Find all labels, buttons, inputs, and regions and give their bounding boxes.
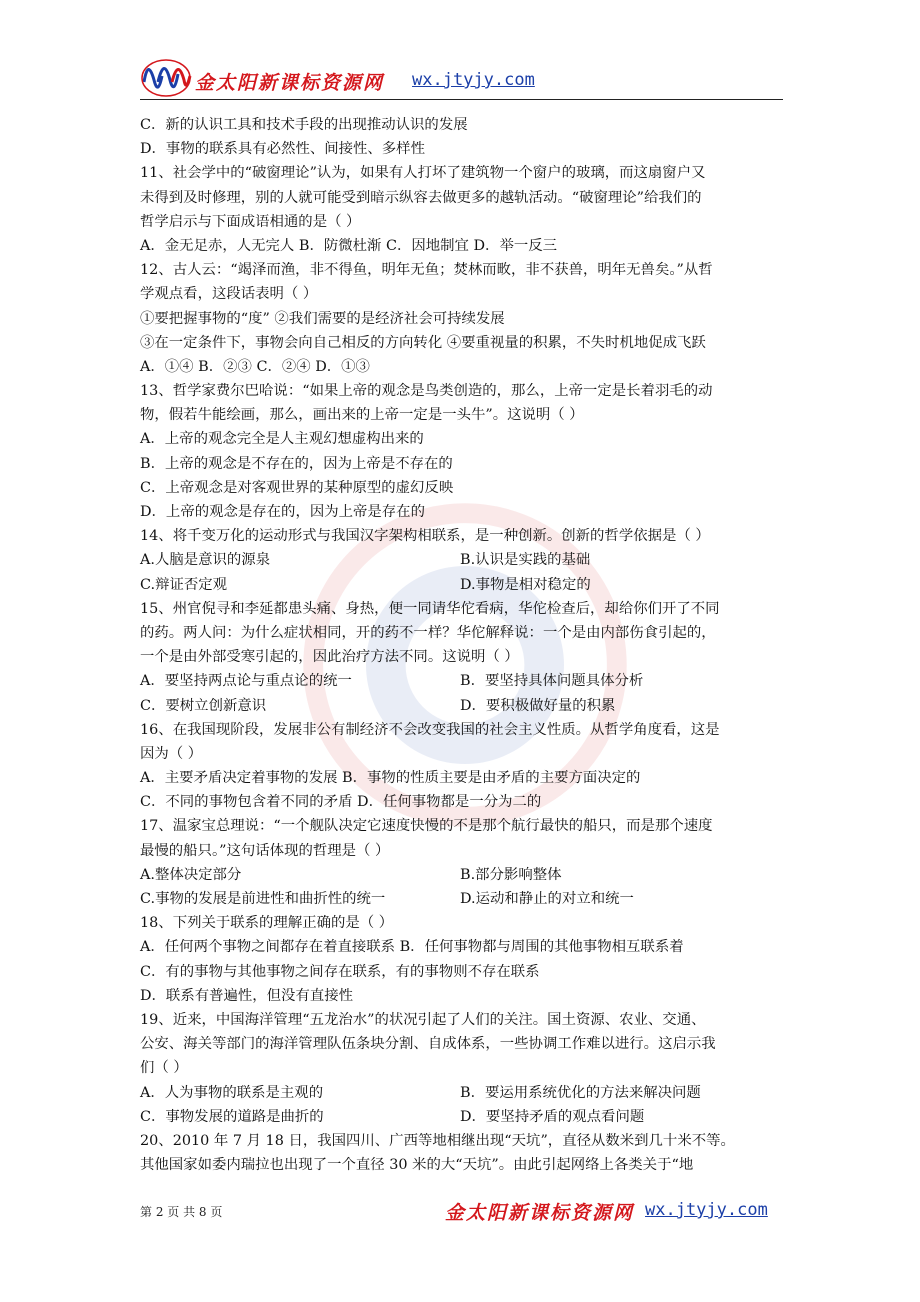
option-d: D．要坚持矛盾的观点看问题 [460,1108,645,1125]
option-a: A.人脑是意识的源泉 [140,552,271,569]
document-body [140,113,785,1177]
option-a: A．人为事物的联系是主观的 [140,1084,324,1101]
footer-brand: 金太阳新课标资源网 [445,1202,635,1224]
option-row [140,887,785,911]
option-row [140,548,785,572]
text-line: 公安、海关等部门的海洋管理队伍条块分割、自成体系，一些协调工作难以进行。这启示我 [140,1036,716,1053]
text-line: C．新的认识工具和技术手段的出现推动认识的发展 [140,117,468,133]
text-line: C．上帝观念是对客观世界的某种原型的虚幻反映 [140,479,454,496]
page-number: 第 2 页 共 8 页 [140,1205,223,1219]
option-c: C．事物发展的道路是曲折的 [140,1108,324,1125]
text-line: ①要把握事物的“度” ②我们需要的是经济社会可持续发展 [140,310,505,327]
option-d: D.事物是相对稳定的 [460,576,591,593]
option-row [140,669,785,693]
text-line: 最慢的船只。”这句话体现的哲理是（ ） [140,842,390,859]
text-line: D．联系有普遍性，但没有直接性 [140,987,354,1004]
header-site-link[interactable]: wx.jtyjy.com [412,70,535,90]
option-b: B.认识是实践的基础 [460,552,591,569]
option-c: C．要树立创新意识 [140,697,267,714]
text-line: 17、温家宝总理说：“一个舰队决定它速度快慢的不是那个航行最快的船只，而是那个速度 [140,818,713,835]
text-line: 因为（ ） [140,745,203,762]
text-line: D．事物的联系具有必然性、间接性、多样性 [140,141,425,158]
option-b: B．要运用系统优化的方法来解决问题 [460,1084,701,1101]
option-row [140,1081,785,1105]
text-line: 物，假若牛能绘画，那么，画出来的上帝一定是一头牛”。这说明（ ） [140,407,584,424]
text-line: 其他国家如委内瑞拉也出现了一个直径 30 米的大“天坑”。由此引起网络上各类关于“地 [140,1157,694,1174]
text-line: 14、将千变万化的运动形式与我国汉字架构相联系，是一种创新。创新的哲学依据是（ ） [140,528,710,545]
option-d: D．要积极做好量的积累 [460,697,616,714]
text-line: 的药。两人问：为什么症状相同，开的药不一样？华佗解释说：一个是由内部伤食引起的， [140,624,716,641]
text-line: 19、近来，中国海洋管理“五龙治水”的状况引起了人们的关注。国土资源、农业、交通、 [140,1011,706,1028]
text-line: A．上帝的观念完全是人主观幻想虚构出来的 [140,431,424,448]
text-line: 16、在我国现阶段，发展非公有制经济不会改变我国的社会主义性质。从哲学角度看，这是 [140,721,720,738]
text-line: 20、2010 年 7 月 18 日，我国四川、广西等地相继出现“天坑”，直径从数米到几十米不等。 [140,1132,735,1149]
text-line: 一个是由外部受寒引起的，因此治疗方法不同。这说明（ ） [140,649,519,666]
text-line: A．任何两个事物之间都存在着直接联系 B．任何事物都与周围的其他事物相互联系着 [140,939,684,956]
footer-site-link[interactable]: wx.jtyjy.com [645,1200,768,1220]
text-line: 哲学启示与下面成语相通的是（ ） [140,213,361,230]
option-d: D.运动和静止的对立和统一 [460,891,634,907]
logo-icon [140,52,192,100]
option-c: C.辩证否定观 [140,576,228,593]
option-b: B.部分影响整体 [460,866,562,883]
text-line: 15、州官倪寻和李延都患头痛、身热，便一同请华佗看病，华佗检查后，却给你们开了不同 [140,600,720,617]
text-line: A．①④ B．②③ C．②④ D．①③ [140,358,370,375]
block-1 [140,113,785,548]
option-a: A．要坚持两点论与重点论的统一 [140,673,352,690]
option-row [140,573,785,597]
header-rule [140,99,783,100]
option-b: B．要坚持具体问题具体分析 [460,673,644,690]
text-line: D．上帝的观念是存在的，因为上帝是存在的 [140,504,425,520]
option-row [140,863,785,887]
text-line: A．金无足赤，人无完人 B．防微杜渐 C．因地制宜 D．举一反三 [140,237,558,254]
text-line: 们（ ） [140,1060,188,1077]
text-line: 18、下列关于联系的理解正确的是（ ） [140,915,394,932]
text-line: ③在一定条件下，事物会向自己相反的方向转化 ④要重视量的积累，不失时机地促成飞跃 [140,334,706,351]
text-line: A．主要矛盾决定着事物的发展 B．事物的性质主要是由矛盾的主要方面决定的 [140,770,641,787]
text-line: C．不同的事物包含着不同的矛盾 D．任何事物都是一分为二的 [140,794,542,811]
text-line: 未得到及时修理，别的人就可能受到暗示纵容去做更多的越轨活动。“破窗理论”给我们的 [140,189,702,206]
text-line: 学观点看，这段话表明（ ） [140,286,318,303]
option-c: C.事物的发展是前进性和曲折性的统一 [140,891,386,907]
header-brand: 金太阳新课标资源网 [195,72,385,94]
text-line: C．有的事物与其他事物之间存在联系，有的事物则不存在联系 [140,963,540,980]
option-row [140,694,785,718]
text-line: 12、古人云：“竭泽而渔，非不得鱼，明年无鱼；焚林而畋，非不获兽，明年无兽矣。”从哲 [140,262,713,279]
text-line: B．上帝的观念是不存在的，因为上帝是不存在的 [140,455,453,472]
text-line: 11、社会学中的“破窗理论”认为，如果有人打坏了建筑物一个窗户的玻璃，而这扇窗户又 [140,165,706,182]
option-a: A.整体决定部分 [140,866,242,883]
page-header [140,52,783,102]
text-line: 13、哲学家费尔巴哈说：“如果上帝的观念是鸟类创造的，那么，上帝一定是长着羽毛的动 [140,383,713,400]
option-row [140,1105,785,1129]
